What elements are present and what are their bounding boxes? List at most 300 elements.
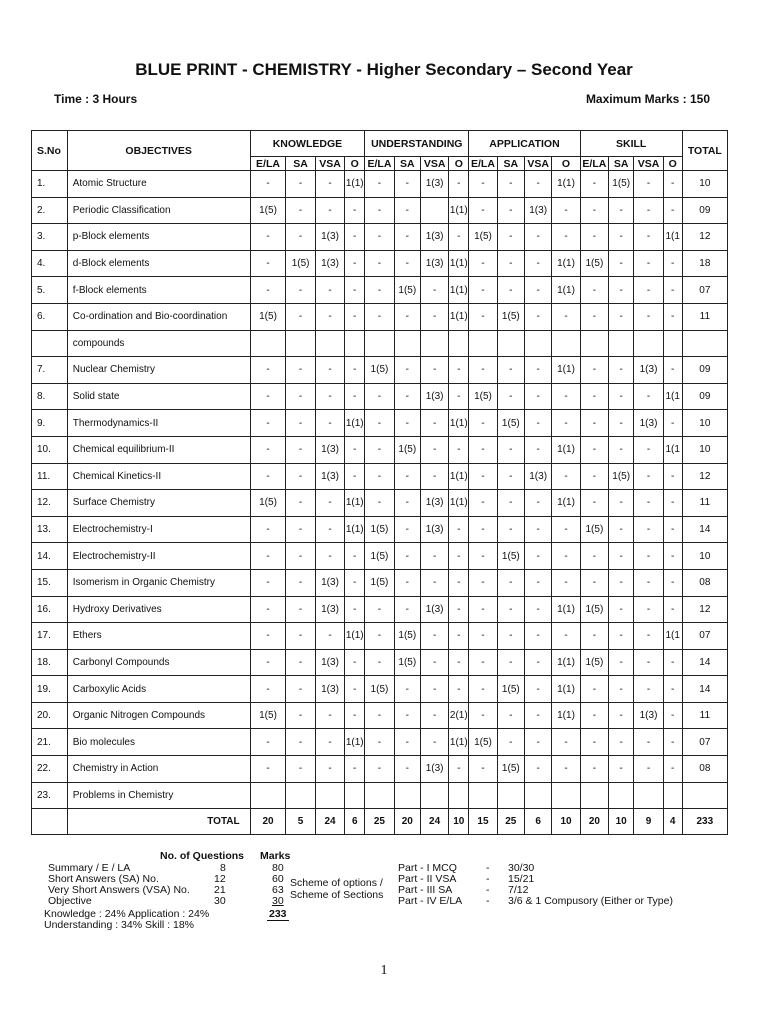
row-cell: - xyxy=(420,623,448,650)
row-cell: - xyxy=(365,224,394,251)
row-cell xyxy=(524,782,551,809)
row-cell: 1(1) xyxy=(345,171,365,198)
row-sno: 18. xyxy=(32,649,68,676)
row-cell: - xyxy=(286,543,315,570)
row-cell: - xyxy=(286,756,315,783)
row-cell: - xyxy=(315,702,344,729)
row-total: 12 xyxy=(682,596,727,623)
subheader-cell: O xyxy=(449,157,469,171)
row-cell: - xyxy=(286,197,315,224)
row-objective: Electrochemistry-II xyxy=(67,543,250,570)
page-number: 1 xyxy=(380,963,388,978)
row-cell: 1(5) xyxy=(394,623,420,650)
row-cell: - xyxy=(345,569,365,596)
row-cell: 1(3) xyxy=(524,463,551,490)
row-cell: - xyxy=(250,224,286,251)
row-cell: - xyxy=(524,436,551,463)
row-cell: - xyxy=(394,463,420,490)
totals-cell: 5 xyxy=(286,809,315,835)
header-knowledge: KNOWLEDGE xyxy=(250,131,365,157)
row-cell: 1(1) xyxy=(552,649,580,676)
row-cell: - xyxy=(469,543,497,570)
row-cell xyxy=(315,782,344,809)
summary-label: Very Short Answers (VSA) No. xyxy=(48,884,190,896)
row-cell: - xyxy=(524,410,551,437)
row-cell: - xyxy=(365,729,394,756)
row-cell: - xyxy=(552,197,580,224)
row-cell: 1(5) xyxy=(365,357,394,384)
row-sno: 14. xyxy=(32,543,68,570)
table-row xyxy=(32,277,728,304)
row-cell: - xyxy=(286,303,315,330)
subheader-cell: SA xyxy=(286,157,315,171)
row-cell xyxy=(286,330,315,357)
row-cell: - xyxy=(469,516,497,543)
row-total: 10 xyxy=(682,171,727,198)
summary-count: 30 xyxy=(214,895,226,907)
row-cell: - xyxy=(250,543,286,570)
table-row xyxy=(32,596,728,623)
row-cell: 1(3) xyxy=(420,596,448,623)
row-objective: Carboxylic Acids xyxy=(67,676,250,703)
row-cell: - xyxy=(609,357,634,384)
row-cell: - xyxy=(663,490,682,517)
row-cell: - xyxy=(497,224,524,251)
row-cell: - xyxy=(497,171,524,198)
row-cell: 1(3) xyxy=(315,224,344,251)
row-cell: - xyxy=(524,649,551,676)
row-sno: 15. xyxy=(32,569,68,596)
row-cell: - xyxy=(524,569,551,596)
row-cell: - xyxy=(497,649,524,676)
row-cell: 1(5) xyxy=(580,649,608,676)
row-cell: - xyxy=(286,410,315,437)
row-cell: 1(1) xyxy=(552,436,580,463)
row-cell: 1(3) xyxy=(315,436,344,463)
row-cell: - xyxy=(524,303,551,330)
row-cell: 1(5) xyxy=(365,516,394,543)
row-cell xyxy=(469,330,497,357)
row-objective: Co-ordination and Bio-coordination xyxy=(67,303,250,330)
row-cell: - xyxy=(250,623,286,650)
row-cell: - xyxy=(345,676,365,703)
table-row xyxy=(32,410,728,437)
row-cell: - xyxy=(315,623,344,650)
row-cell: - xyxy=(315,357,344,384)
row-cell: 1(1) xyxy=(552,490,580,517)
row-cell: - xyxy=(394,410,420,437)
table-row xyxy=(32,490,728,517)
row-cell: 1(3) xyxy=(420,756,448,783)
row-cell: - xyxy=(634,197,663,224)
row-cell: - xyxy=(394,543,420,570)
row-cell: 1(1) xyxy=(552,277,580,304)
row-cell xyxy=(449,782,469,809)
row-cell: - xyxy=(394,702,420,729)
row-cell: - xyxy=(609,436,634,463)
row-cell: - xyxy=(365,436,394,463)
row-objective: Bio molecules xyxy=(67,729,250,756)
row-cell xyxy=(345,330,365,357)
row-cell: - xyxy=(250,596,286,623)
row-cell: - xyxy=(609,623,634,650)
row-sno: 23. xyxy=(32,782,68,809)
row-cell: - xyxy=(524,171,551,198)
row-cell: 1(5) xyxy=(286,250,315,277)
row-cell: - xyxy=(609,197,634,224)
row-cell: 1(5) xyxy=(365,569,394,596)
row-cell: 1(5) xyxy=(469,383,497,410)
row-total: 09 xyxy=(682,383,727,410)
row-cell: - xyxy=(345,303,365,330)
row-cell: - xyxy=(286,277,315,304)
row-cell xyxy=(663,330,682,357)
subheader-cell: O xyxy=(663,157,682,171)
row-cell xyxy=(609,330,634,357)
table-row xyxy=(32,436,728,463)
row-cell: - xyxy=(497,277,524,304)
row-sno: 1. xyxy=(32,171,68,198)
row-cell: - xyxy=(609,410,634,437)
row-cell: 1(5) xyxy=(580,250,608,277)
row-cell: - xyxy=(365,303,394,330)
row-cell: - xyxy=(524,490,551,517)
summary-total-marks: 233 xyxy=(269,908,287,920)
row-cell: 1(5) xyxy=(394,436,420,463)
row-cell: - xyxy=(663,250,682,277)
row-cell: 1(1) xyxy=(449,303,469,330)
row-cell: - xyxy=(250,569,286,596)
row-cell: - xyxy=(552,224,580,251)
row-cell: - xyxy=(580,277,608,304)
row-cell: - xyxy=(345,277,365,304)
row-total: 10 xyxy=(682,543,727,570)
row-total: 10 xyxy=(682,436,727,463)
row-objective: Isomerism in Organic Chemistry xyxy=(67,569,250,596)
row-cell: - xyxy=(524,250,551,277)
row-sno: 12. xyxy=(32,490,68,517)
summary-count: 12 xyxy=(214,873,226,885)
row-cell: - xyxy=(286,623,315,650)
row-cell: 1(1) xyxy=(449,729,469,756)
row-cell: - xyxy=(394,303,420,330)
subheader-cell: O xyxy=(552,157,580,171)
row-cell: - xyxy=(394,676,420,703)
row-sno: 11. xyxy=(32,463,68,490)
row-cell: - xyxy=(634,729,663,756)
row-cell xyxy=(524,330,551,357)
row-cell: - xyxy=(580,569,608,596)
row-cell: - xyxy=(286,383,315,410)
row-cell: - xyxy=(663,649,682,676)
summary-marks: 80 xyxy=(272,862,284,874)
row-cell: - xyxy=(552,543,580,570)
row-sno: 22. xyxy=(32,756,68,783)
row-cell: - xyxy=(634,250,663,277)
row-total: 10 xyxy=(682,410,727,437)
row-cell: - xyxy=(449,543,469,570)
row-objective: Chemical equilibrium-II xyxy=(67,436,250,463)
row-cell: 1(5) xyxy=(394,649,420,676)
row-cell: 1(5) xyxy=(497,676,524,703)
row-objective: Surface Chemistry xyxy=(67,490,250,517)
part-label: Part - IV E/LA xyxy=(398,895,463,907)
summary-label: Short Answers (SA) No. xyxy=(48,873,159,885)
row-cell: - xyxy=(524,623,551,650)
table-row xyxy=(32,676,728,703)
table-row xyxy=(32,623,728,650)
row-cell: - xyxy=(345,649,365,676)
row-cell: - xyxy=(365,490,394,517)
row-cell: - xyxy=(449,171,469,198)
row-cell: 1(1) xyxy=(345,490,365,517)
row-cell: - xyxy=(497,490,524,517)
row-cell: - xyxy=(469,702,497,729)
row-cell: - xyxy=(552,729,580,756)
table-row xyxy=(32,702,728,729)
row-cell xyxy=(345,782,365,809)
row-cell: - xyxy=(609,224,634,251)
row-sno: 19. xyxy=(32,676,68,703)
row-cell xyxy=(394,330,420,357)
row-cell: 1(1) xyxy=(449,250,469,277)
row-cell xyxy=(420,330,448,357)
row-cell: - xyxy=(663,676,682,703)
subheader-cell: VSA xyxy=(524,157,551,171)
row-cell: 1(5) xyxy=(497,543,524,570)
row-total xyxy=(682,330,727,357)
row-cell: - xyxy=(552,756,580,783)
row-sno: 13. xyxy=(32,516,68,543)
row-objective: Chemistry in Action xyxy=(67,756,250,783)
row-cell: - xyxy=(345,543,365,570)
row-cell xyxy=(449,330,469,357)
row-cell: - xyxy=(286,357,315,384)
row-cell: - xyxy=(394,224,420,251)
table-row xyxy=(32,516,728,543)
row-cell: - xyxy=(580,357,608,384)
row-cell xyxy=(469,782,497,809)
table-row xyxy=(32,303,728,330)
row-cell: - xyxy=(286,490,315,517)
row-cell: - xyxy=(497,436,524,463)
part-value: 15/21 xyxy=(508,873,535,885)
row-cell: - xyxy=(609,729,634,756)
row-objective: f-Block elements xyxy=(67,277,250,304)
row-total: 08 xyxy=(682,569,727,596)
row-cell: 1(1) xyxy=(552,702,580,729)
row-cell: - xyxy=(580,543,608,570)
totals-cell: 9 xyxy=(634,809,663,835)
row-cell: - xyxy=(286,596,315,623)
row-cell: - xyxy=(286,569,315,596)
row-cell: - xyxy=(449,649,469,676)
row-cell: - xyxy=(449,676,469,703)
row-cell: - xyxy=(365,702,394,729)
row-cell: - xyxy=(524,516,551,543)
row-cell: - xyxy=(420,463,448,490)
row-cell: - xyxy=(286,436,315,463)
row-cell xyxy=(497,782,524,809)
row-cell: 1(1) xyxy=(345,410,365,437)
row-objective: Electrochemistry-I xyxy=(67,516,250,543)
row-cell: - xyxy=(449,569,469,596)
row-cell: - xyxy=(580,676,608,703)
row-cell: - xyxy=(286,729,315,756)
row-sno: 21. xyxy=(32,729,68,756)
row-cell: 1(1) xyxy=(449,490,469,517)
row-cell: 1(1 xyxy=(663,436,682,463)
row-cell xyxy=(663,782,682,809)
row-cell: - xyxy=(580,410,608,437)
part-dash: - xyxy=(486,895,490,907)
row-cell: - xyxy=(580,171,608,198)
row-objective: p-Block elements xyxy=(67,224,250,251)
totals-cell: 24 xyxy=(420,809,448,835)
row-cell: - xyxy=(365,410,394,437)
row-cell: - xyxy=(609,676,634,703)
row-cell: - xyxy=(580,383,608,410)
totals-label: TOTAL xyxy=(67,809,250,835)
row-cell: - xyxy=(609,649,634,676)
part-label: Part - III SA xyxy=(398,884,453,896)
header-understanding: UNDERSTANDING xyxy=(365,131,469,157)
row-cell xyxy=(420,197,448,224)
row-cell: 1(1) xyxy=(552,171,580,198)
row-cell: - xyxy=(469,410,497,437)
row-cell: - xyxy=(609,303,634,330)
row-cell: - xyxy=(250,277,286,304)
row-cell: 1(5) xyxy=(250,702,286,729)
table-row xyxy=(32,171,728,198)
row-cell: 1(5) xyxy=(609,171,634,198)
row-cell: - xyxy=(365,197,394,224)
summary-count: 21 xyxy=(214,884,226,896)
summary-label: Objective xyxy=(48,895,92,907)
totals-cell: 6 xyxy=(524,809,551,835)
header-sno: S.No xyxy=(32,131,68,171)
row-total: 11 xyxy=(682,303,727,330)
row-cell xyxy=(250,782,286,809)
row-cell: 1(1) xyxy=(449,410,469,437)
row-objective: Ethers xyxy=(67,623,250,650)
row-cell: - xyxy=(634,490,663,517)
row-cell: 1(5) xyxy=(469,224,497,251)
table-row xyxy=(32,543,728,570)
row-cell: - xyxy=(394,490,420,517)
row-cell: 1(5) xyxy=(580,516,608,543)
row-cell: - xyxy=(365,756,394,783)
summary-block xyxy=(44,850,724,930)
row-cell: - xyxy=(394,250,420,277)
row-sno xyxy=(32,330,68,357)
row-cell: - xyxy=(524,596,551,623)
row-cell: - xyxy=(524,543,551,570)
row-cell: - xyxy=(497,623,524,650)
table-row xyxy=(32,197,728,224)
row-cell: - xyxy=(497,197,524,224)
row-cell: - xyxy=(497,569,524,596)
row-cell: 1(3) xyxy=(315,596,344,623)
row-cell: - xyxy=(497,250,524,277)
row-cell: - xyxy=(497,596,524,623)
row-cell: - xyxy=(580,702,608,729)
row-cell: 1(1) xyxy=(449,463,469,490)
subheader-cell: VSA xyxy=(634,157,663,171)
row-cell: - xyxy=(365,463,394,490)
row-cell: - xyxy=(315,197,344,224)
row-sno: 5. xyxy=(32,277,68,304)
row-cell: - xyxy=(634,171,663,198)
row-cell: 1(3) xyxy=(420,490,448,517)
row-cell: 1(3) xyxy=(420,383,448,410)
row-cell: - xyxy=(663,569,682,596)
row-cell: - xyxy=(580,224,608,251)
summary-marks-header: Marks xyxy=(260,850,291,862)
table-row xyxy=(32,649,728,676)
row-cell: - xyxy=(250,756,286,783)
totals-cell: 25 xyxy=(365,809,394,835)
row-cell xyxy=(315,330,344,357)
maximum-marks: Maximum Marks : 150 xyxy=(585,92,710,106)
row-cell xyxy=(365,330,394,357)
row-cell: - xyxy=(609,702,634,729)
row-cell: 1(5) xyxy=(580,596,608,623)
row-cell: - xyxy=(663,197,682,224)
totals-cell: 24 xyxy=(315,809,344,835)
subheader-cell: E/LA xyxy=(580,157,608,171)
row-cell: - xyxy=(420,357,448,384)
table-row xyxy=(32,383,728,410)
row-cell: - xyxy=(609,596,634,623)
row-cell: - xyxy=(345,596,365,623)
row-cell: 1(3) xyxy=(634,410,663,437)
row-cell: - xyxy=(345,756,365,783)
row-cell: - xyxy=(497,383,524,410)
row-cell: - xyxy=(345,702,365,729)
row-objective: compounds xyxy=(67,330,250,357)
summary-marks: 63 xyxy=(272,884,284,896)
row-cell: - xyxy=(250,410,286,437)
row-cell: - xyxy=(524,756,551,783)
row-cell: - xyxy=(449,623,469,650)
header-objectives: OBJECTIVES xyxy=(67,131,250,171)
row-cell: - xyxy=(286,676,315,703)
row-cell xyxy=(497,330,524,357)
row-cell: - xyxy=(250,463,286,490)
row-cell: - xyxy=(469,676,497,703)
row-cell: 1(3) xyxy=(315,676,344,703)
row-cell: 1(1 xyxy=(663,224,682,251)
row-cell: - xyxy=(634,569,663,596)
row-cell: 1(1) xyxy=(552,596,580,623)
row-cell: - xyxy=(286,649,315,676)
row-cell: - xyxy=(469,303,497,330)
row-cell: - xyxy=(365,649,394,676)
row-total: 18 xyxy=(682,250,727,277)
row-cell: 1(1 xyxy=(663,383,682,410)
row-objective: Problems in Chemistry xyxy=(67,782,250,809)
row-cell: - xyxy=(365,171,394,198)
totals-cell: 20 xyxy=(580,809,608,835)
row-cell: - xyxy=(449,756,469,783)
row-cell: - xyxy=(663,543,682,570)
row-cell: 1(3) xyxy=(315,463,344,490)
subheader-cell: VSA xyxy=(315,157,344,171)
row-cell: - xyxy=(469,277,497,304)
row-cell: - xyxy=(250,676,286,703)
row-cell: - xyxy=(634,224,663,251)
